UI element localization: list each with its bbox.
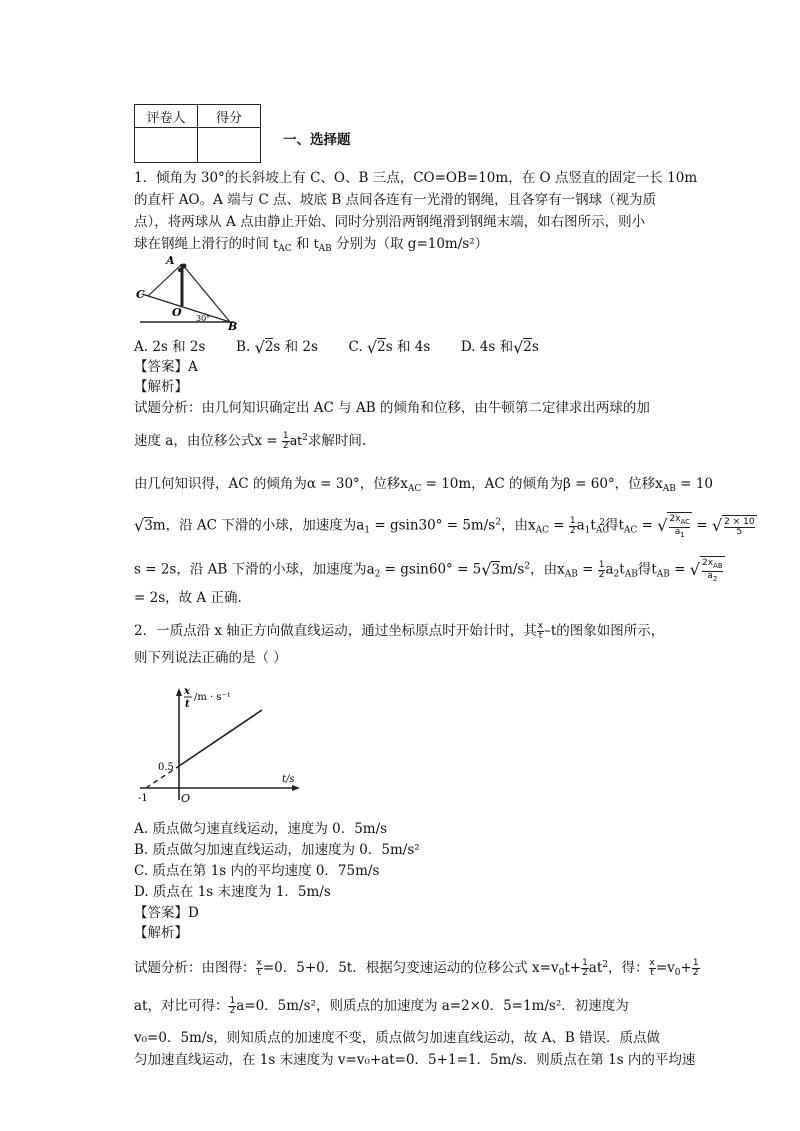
q1-option-b-pre: B. (236, 339, 255, 355)
q1-work2-sub2: AC (535, 525, 549, 536)
q1-option-d-post: s (531, 339, 539, 355)
score-cell (198, 128, 261, 163)
q1-work3-sub3: 2 (613, 569, 620, 580)
half-fraction: $\frac{1}{2}$ (582, 958, 588, 978)
q1-option-c[interactable] (348, 338, 430, 355)
q1-work1-sub2: AB (662, 484, 676, 494)
q1-work3-sub4: AB (624, 569, 638, 580)
frac-den: 2 (282, 441, 289, 451)
q1-work3-sub2: AB (564, 569, 578, 580)
q1-work2-b: = gsin30° = 5m/s (370, 517, 496, 534)
graph-y-unit: /m · s⁻¹ (194, 692, 231, 703)
sqrt-icon (712, 518, 722, 534)
q2-analysis1-c: t+ (564, 960, 582, 976)
sqrt2-den: 5 (736, 527, 743, 537)
half-fraction (282, 432, 290, 451)
q1-work1-post: = 10 (675, 476, 713, 492)
q2-option-d[interactable]: D. 质点在 1s 末速度为 1．5m/s (134, 884, 331, 900)
x-over-t-fraction: $\frac{x}{t}$ (256, 958, 262, 978)
q1-work3-rad: 3 (491, 561, 501, 578)
q1-option-c-rad: 2 (377, 339, 386, 355)
q1-analysis2: 速度 a，由位移公式x = $\frac{1}{2}$ $at^2$求解时间. (134, 431, 367, 451)
q1-answer: 【答案】A (134, 359, 198, 375)
q2-analysis2 (134, 996, 629, 1016)
sqrt1-den-sub: 1 (680, 531, 685, 539)
q1-work3-e: = (577, 561, 598, 578)
q1-work2: √ 3m，沿 AC 下滑的小球，加速度为$a_1 = gsin30^\circ = 5m/s^2$，由$x_{AC}$ = $\frac{1}{2}$ $a_1t_{AC}^2$得$t_{AC}$ = √ $2x_{AC}$ $a_1$ = √ $\frac{2 \times 10}{5}$ (134, 512, 757, 541)
label-angle: 30° (196, 314, 211, 323)
q1-work3-a: s = 2s，沿 AB 下滑的小球，加速度为a (134, 561, 375, 578)
sqrt-icon (367, 339, 377, 355)
q2-option-c[interactable]: C. 质点在第 1s 内的平均速度 0．75m/s (134, 863, 380, 879)
q1-work3-h: 得t (637, 561, 657, 578)
q2-analysis1-f: =v (655, 960, 675, 976)
q1-work2-i: = (692, 517, 712, 534)
q1-work1-a: 由几何知识得，AC 的倾角为α = 30°，位移x (134, 476, 408, 492)
q2-analysis4: 匀加速直线运动，在 1s 末速度为 v=v₀+at=0．5+1=1．5m/s．则质点在第 1s 内的平均速 (134, 1052, 696, 1068)
q2-frac-num: x (537, 621, 544, 631)
q1-option-c-pre: C. (348, 339, 367, 355)
q2-frac-den: t (538, 631, 543, 641)
sqrt-icon (513, 339, 523, 355)
q2-analysis1-e: ，得： (608, 960, 649, 976)
sqrt-fraction-1 (667, 512, 692, 540)
t-ac-sub: AC (278, 244, 292, 254)
half-fraction: $\frac{1}{2}$ (229, 996, 236, 1016)
score-header: 得分 (198, 105, 261, 128)
q2-answer: 【答案】D (134, 905, 199, 921)
sqrt2-num: 2 × 10 (724, 517, 755, 527)
q1-work1 (134, 474, 713, 499)
q2-analysis2-a: at，对比可得： (134, 998, 229, 1014)
q2-option-a[interactable]: A. 质点做匀速直线运动，速度为 0．5m/s (134, 821, 388, 837)
q1-work3-i: = (669, 561, 690, 578)
q2-analysis1-pre: 试题分析：由图得： (134, 960, 256, 976)
q1-option-c-post: s 和 4s (385, 339, 431, 355)
q2-analysis1: 试题分析：由图得： $\frac{x}{t}$ =0．5+0．5t．根据匀变速运动的位移公式 $x=v_0t+$ $\frac{1}{2}$ $at^2$，得： $\frac{x}{t}$ $=v_0+$ $\frac{1}{2}$ (134, 958, 699, 978)
q2-analysis1-g: + (680, 960, 692, 976)
q1-work3-b: = gsin60° = 5 (380, 561, 482, 578)
q1-work1-mid: = 10m，AC 的倾角为β = 60°，位移x (421, 476, 663, 492)
q1-analysis-heading: 【解析】 (134, 379, 188, 395)
graph-intercept: 0.5 (158, 762, 174, 773)
q1-analysis2-pre: 速度 a，由位移公式x = (134, 433, 282, 449)
score-table (134, 104, 261, 163)
q2-option-b[interactable]: B. 质点做匀加速直线运动，加速度为 0．5m/s² (134, 842, 420, 858)
sqrt3-den-sub: 2 (712, 575, 718, 583)
q1-work2-f: t (590, 517, 596, 534)
half-fraction: $\frac{1}{2}$ (598, 559, 605, 580)
q1-work2-d: = (548, 517, 569, 534)
graph-y-num: x (184, 686, 190, 697)
sqrt-icon (657, 518, 667, 534)
q1-work3-f: a (605, 561, 614, 578)
q1-work2-rad: 3 (144, 517, 153, 534)
q2-analysis-heading: 【解析】 (134, 925, 188, 941)
label-c: C (136, 288, 145, 301)
q1-work1-sub1: AC (407, 484, 422, 494)
q1-work2-e: a (576, 517, 585, 534)
q1-option-b-post: s 和 2s (273, 339, 318, 355)
graph-origin: O (181, 792, 191, 805)
q1-work2-g: 得t (604, 517, 624, 534)
q2-analysis2-b: a=0．5m/s²，则质点的加速度为 a=2×0．5=1m/s²．初速度为 (236, 998, 629, 1014)
q2-analysis1-d: at (588, 960, 603, 976)
label-b: B (228, 320, 238, 330)
q2-analysis3: v₀=0．5m/s，则知质点的加速度不变，质点做匀加速直线运动，故 A、B 错误．质点做 (134, 1030, 661, 1046)
graph-neg-one: -1 (138, 793, 148, 804)
sqrt-icon (255, 339, 265, 355)
q1-work2-sub1: 1 (364, 525, 371, 536)
half-fraction: $\frac{1}{2}$ (692, 958, 699, 978)
grader-cell (135, 128, 198, 163)
q1-work3-c: m/s (500, 561, 525, 578)
q1-work2-a: m，沿 AC 下滑的小球，加速度为a (152, 517, 365, 534)
sqrt1-num-sub: AC (680, 518, 691, 526)
slope-figure (134, 254, 244, 330)
q2-line2: 则下列说法正确的是（ ） (134, 650, 287, 666)
q1-work4: = 2s，故 A 正确. (134, 590, 242, 606)
q1-analysis2-mid: at (289, 433, 303, 448)
grader-header: 评卷人 (135, 105, 198, 128)
q1-work3-sub5: AB (656, 569, 670, 580)
sqrt-icon (134, 518, 144, 534)
t-ab-sub: AB (318, 244, 332, 254)
q1-line4-post: 分别为（取 g=10m/s²） (331, 236, 489, 252)
half-fraction: $\frac{1}{2}$ (569, 515, 576, 536)
q1-analysis2-post: 求解时间. (307, 433, 367, 449)
frac-num: 1 (282, 431, 289, 441)
q1-work2-sub3: AC (623, 525, 638, 536)
q1-option-b-rad: 2 (264, 339, 274, 355)
q1-option-a[interactable]: A. 2s 和 2s (134, 339, 206, 355)
sqrt-fraction-3 (700, 556, 725, 584)
xt-graph (134, 680, 304, 810)
q2-line1-post: –t的图象如图所示， (544, 623, 665, 639)
q1-option-b[interactable] (236, 338, 318, 355)
sqrt1-den: a (674, 527, 681, 537)
t-ac: t (273, 236, 279, 251)
q1-option-d-pre: D. 4s 和 (460, 339, 514, 355)
q1-option-d-rad: 2 (523, 339, 532, 355)
q1-work2-h: = (637, 517, 658, 534)
sqrt3-num: 2x (702, 558, 714, 568)
and-text: 和 (291, 236, 314, 252)
graph-y-den: t (185, 699, 190, 710)
q2-analysis1-b: =0．5+0．5t．根据匀变速运动的位移公式 x=v (262, 960, 559, 976)
q1-work3: s = 2s，沿 AB 下滑的小球，加速度为$a_2 = gsin60^\circ = 5√$ $3m/s^2$，由$x_{AB}$ = $\frac{1}{2}$ $a_2t_{AB}$得$t_{AB}$ = √ $2x_{AB}$ $a_2$ (134, 556, 725, 585)
graph-x-label: t/s (282, 774, 295, 785)
sqrt-icon (481, 562, 491, 578)
q1-line4-pre: 球在钢绳上滑行的时间 (134, 236, 274, 252)
sqrt1-num: 2x (669, 514, 681, 524)
q1-line2: 的直杆 AO。A 端与 C 点、坡底 B 点间各连有一光滑的钢绳，且各穿有一钢球（视为质 (134, 192, 657, 208)
t-ab: t (313, 236, 319, 251)
q2-line1 (134, 621, 664, 641)
sqrt-fraction-2 (722, 515, 756, 537)
q1-line1: 1．倾角为 30°的长斜坡上有 C、O、B 三点，CO=OB=10m，在 O 点竖直的固定一长 10m (134, 170, 698, 186)
q1-line3: 点），将两球从 A 点由静止开始、同时分别沿两钢绳滑到钢绳末端，如右图所示，则小 (134, 214, 646, 230)
label-a: A (166, 254, 175, 267)
label-o: O (172, 306, 182, 319)
q1-work3-g: t (619, 561, 625, 578)
q1-work2-c: ，由x (500, 517, 536, 534)
sqrt3-den: a (707, 571, 713, 581)
q1-option-d[interactable] (461, 338, 539, 355)
sqrt-icon (690, 562, 700, 578)
q2-line1-pre: 2．一质点沿 x 轴正方向做直线运动，通过坐标原点时开始计时，其 (134, 623, 537, 639)
q1-work3-d: ，由x (530, 561, 565, 578)
sqrt3-num-sub: AB (713, 562, 723, 570)
q1-work3-sub1: 2 (374, 569, 381, 580)
section-title: 一、选择题 (283, 132, 351, 148)
x-over-t-fraction: $\frac{x}{t}$ (649, 958, 655, 978)
q1-analysis1: 试题分析：由几何知识确定出 AC 与 AB 的倾角和位移，由牛顿第二定律求出两球的加 (134, 400, 650, 416)
q1-options (134, 337, 539, 358)
